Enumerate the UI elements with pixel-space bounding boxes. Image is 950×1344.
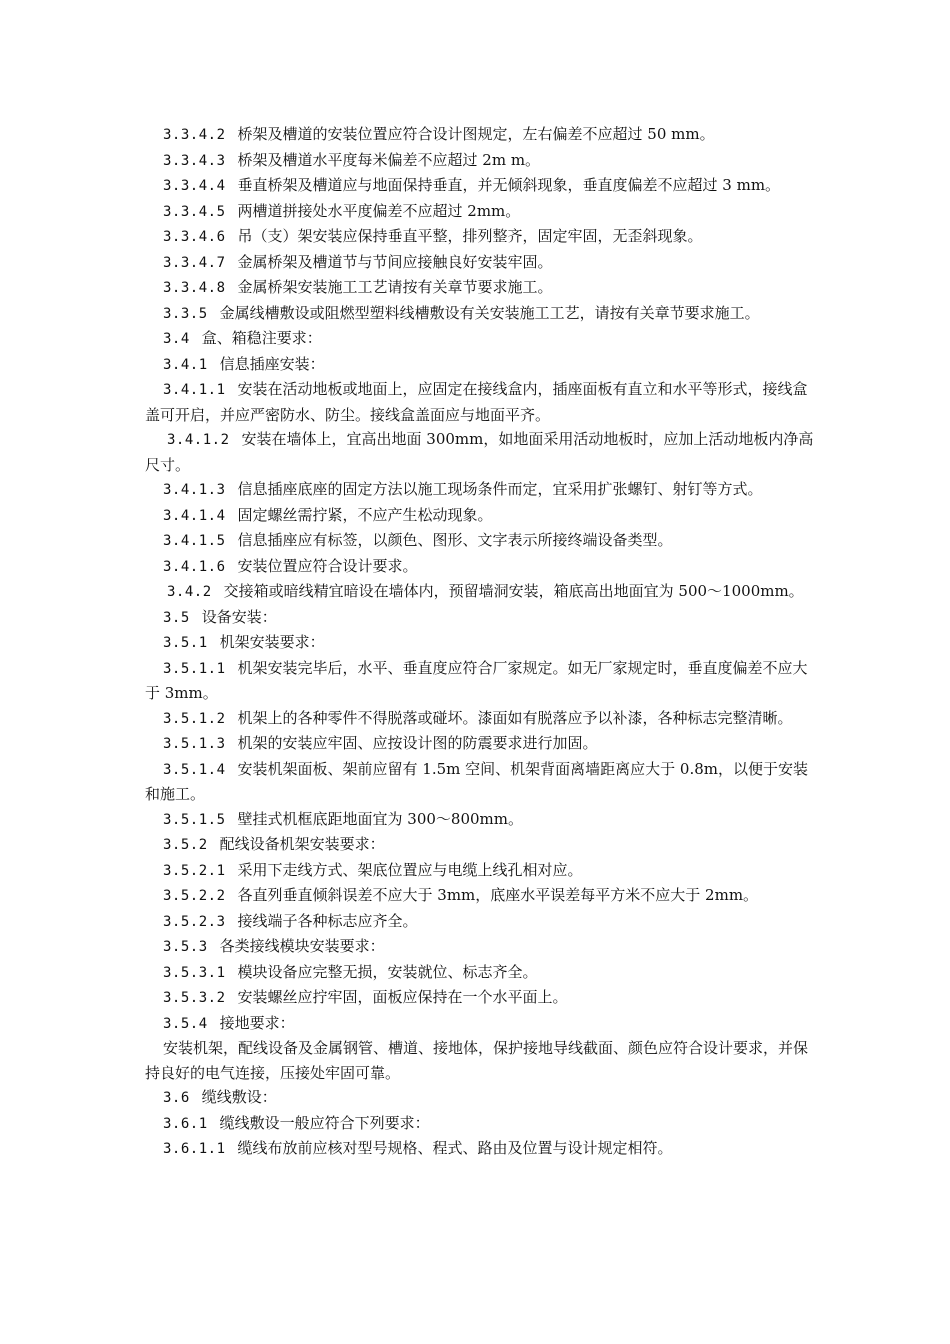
section-number: 3.3.5 xyxy=(163,305,208,322)
paragraph-text: 桥架及槽道水平度每米偏差不应超过 2m m。 xyxy=(237,150,541,169)
paragraph xyxy=(145,352,821,378)
paragraph-text: 模块设备应完整无损，安装就位、标志齐全。 xyxy=(237,962,538,981)
paragraph xyxy=(145,807,821,833)
paragraph xyxy=(145,503,821,529)
paragraph xyxy=(145,909,821,935)
section-number: 3.3.4.6 xyxy=(163,229,226,245)
paragraph-text: 交接箱或暗线精宜暗设在墙体内，预留墙洞安装，箱底高出地面宜为 500～1000mm。 xyxy=(223,582,804,600)
section-number: 3.6.1 xyxy=(163,1115,208,1132)
section-number: 3.4.2 xyxy=(167,584,212,600)
section-number: 3.4.1.3 xyxy=(163,482,226,498)
paragraph-text: 信息插座底座的固定方法以施工现场条件而定，宜采用扩张螺钉、射钉等方式。 xyxy=(237,480,763,498)
paragraph-text: 安装在活动地板或地面上，应固定在接线盒内，插座面板有直立和水平等形式，接线盒盖可开启，并应严密防水、防尘。接线盒盖面应与地面平齐。 xyxy=(145,380,808,424)
paragraph-text: 接地要求： xyxy=(219,1013,295,1032)
paragraph-text: 缆线敷设： xyxy=(201,1088,277,1106)
paragraph-text: 设备安装： xyxy=(201,607,277,626)
paragraph-text: 盒、箱稳注要求： xyxy=(201,329,322,347)
paragraph-text: 两槽道拼接处水平度偏差不应超过 2mm。 xyxy=(237,201,521,220)
section-number: 3.3.4.4 xyxy=(163,178,226,194)
section-number: 3.4.1.2 xyxy=(167,432,230,448)
paragraph xyxy=(145,605,821,631)
paragraph-text: 安装螺丝应拧牢固，面板应保持在一个水平面上。 xyxy=(237,988,568,1006)
section-number: 3.5 xyxy=(163,609,190,626)
paragraph-text: 安装在墙体上，宜高出地面 300mm，如地面采用活动地板时，应加上活动地板内净高尺寸。 xyxy=(145,430,814,474)
paragraph xyxy=(145,656,821,706)
paragraph xyxy=(145,706,821,732)
paragraph-text: 桥架及槽道的安装位置应符合设计图规定，左右偏差不应超过 50 mm。 xyxy=(237,125,715,143)
section-number: 3.4.1.4 xyxy=(163,507,226,524)
paragraph xyxy=(145,832,821,858)
section-number: 3.5.1.4 xyxy=(163,761,226,778)
document-page xyxy=(145,122,821,1162)
paragraph xyxy=(145,960,821,986)
paragraph-text: 机架上的各种零件不得脱落或碰坏。漆面如有脱落应予以补漆，各种标志完整清晰。 xyxy=(237,708,793,727)
paragraph-text: 固定螺丝需拧紧，不应产生松动现象。 xyxy=(237,505,493,524)
paragraph xyxy=(145,1085,821,1111)
paragraph xyxy=(145,757,821,807)
paragraph-text: 信息插座应有标签，以颜色、图形、文字表示所接终端设备类型。 xyxy=(237,531,673,549)
paragraph xyxy=(145,554,821,580)
section-number: 3.5.3.1 xyxy=(163,964,226,981)
paragraph xyxy=(145,1111,821,1137)
paragraph xyxy=(145,326,821,352)
paragraph-text: 安装机架面板、架前应留有 1.5m 空间、机架背面离墙距离应大于 0.8m，以便于安装和施工。 xyxy=(145,759,808,803)
paragraph xyxy=(145,173,821,199)
paragraph-text: 机架安装完毕后，水平、垂直度应符合厂家规定。如无厂家规定时，垂直度偏差不应大于 3mm。 xyxy=(145,658,808,702)
section-number: 3.5.1.5 xyxy=(163,811,226,828)
paragraph xyxy=(145,199,821,225)
paragraph xyxy=(145,250,821,276)
paragraph-text: 配线设备机架安装要求： xyxy=(219,835,385,853)
paragraph xyxy=(145,858,821,884)
section-number: 3.4 xyxy=(163,331,190,347)
paragraph xyxy=(145,224,821,250)
paragraph-text: 机架安装要求： xyxy=(219,633,325,651)
paragraph xyxy=(145,579,821,605)
section-number: 3.4.1.1 xyxy=(163,382,226,398)
paragraph-text: 各类接线模块安装要求： xyxy=(219,937,385,955)
section-number: 3.3.4.2 xyxy=(163,127,226,143)
paragraph xyxy=(145,1036,821,1085)
section-number: 3.5.4 xyxy=(163,1015,208,1032)
paragraph xyxy=(145,1136,821,1162)
paragraph xyxy=(145,477,821,503)
paragraph-text: 接线端子各种标志应齐全。 xyxy=(237,911,418,930)
section-number: 3.5.1.2 xyxy=(163,710,226,727)
section-number: 3.4.1.5 xyxy=(163,533,226,549)
section-number: 3.5.1.1 xyxy=(163,660,226,677)
section-number: 3.5.3.2 xyxy=(163,990,226,1006)
paragraph xyxy=(145,934,821,960)
section-number: 3.4.1 xyxy=(163,356,208,373)
section-number: 3.3.4.7 xyxy=(163,254,226,271)
paragraph-text: 安装机架，配线设备及金属钢管、槽道、接地体，保护接地导线截面、颜色应符合设计要求，并保持良好的电气连接，压接处牢固可靠。 xyxy=(145,1039,809,1082)
paragraph-text: 采用下走线方式、架底位置应与电缆上线孔相对应。 xyxy=(237,860,583,879)
paragraph-text: 缆线敷设一般应符合下列要求： xyxy=(219,1113,430,1132)
section-number: 3.5.3 xyxy=(163,939,208,955)
paragraph-text: 信息插座安装： xyxy=(219,354,325,373)
paragraph xyxy=(145,731,821,757)
paragraph-text: 金属桥架及槽道节与节间应接触良好安装牢固。 xyxy=(237,252,553,271)
section-number: 3.6.1.1 xyxy=(163,1141,226,1157)
section-number: 3.5.2.1 xyxy=(163,862,226,879)
paragraph-text: 机架的安装应牢固、应按设计图的防震要求进行加固。 xyxy=(237,734,598,752)
section-number: 3.3.4.8 xyxy=(163,280,226,296)
section-number: 3.5.2.2 xyxy=(163,888,226,904)
paragraph xyxy=(145,122,821,148)
section-number: 3.5.2 xyxy=(163,837,208,853)
section-number: 3.5.1 xyxy=(163,635,208,651)
section-number: 3.4.1.6 xyxy=(163,558,226,575)
section-number: 3.3.4.3 xyxy=(163,152,226,169)
paragraph xyxy=(145,1011,821,1037)
paragraph xyxy=(145,148,821,174)
paragraph xyxy=(145,630,821,656)
section-number: 3.6 xyxy=(163,1090,190,1106)
paragraph xyxy=(145,528,821,554)
section-number: 3.3.4.5 xyxy=(163,203,226,220)
paragraph xyxy=(145,985,821,1011)
section-number: 3.5.1.3 xyxy=(163,736,226,752)
paragraph xyxy=(145,377,821,427)
paragraph-text: 各直列垂直倾斜误差不应大于 3mm，底座水平误差每平方米不应大于 2mm。 xyxy=(237,886,759,904)
paragraph xyxy=(145,301,821,327)
paragraph xyxy=(145,427,821,477)
paragraph-text: 金属桥架安装施工工艺请按有关章节要求施工。 xyxy=(237,278,553,296)
section-number: 3.5.2.3 xyxy=(163,913,226,930)
paragraph-text: 吊（支）架安装应保持垂直平整，排列整齐，固定牢固，无歪斜现象。 xyxy=(237,227,703,245)
paragraph-text: 金属线槽敷设或阻燃型塑料线槽敷设有关安装施工工艺，请按有关章节要求施工。 xyxy=(219,303,760,322)
paragraph xyxy=(145,275,821,301)
paragraph-text: 安装位置应符合设计要求。 xyxy=(237,556,418,575)
paragraph-text: 缆线布放前应核对型号规格、程式、路由及位置与设计规定相符。 xyxy=(237,1139,673,1157)
paragraph-text: 垂直桥架及槽道应与地面保持垂直，并无倾斜现象，垂直度偏差不应超过 3 mm。 xyxy=(237,176,781,194)
paragraph xyxy=(145,883,821,909)
paragraph-text: 壁挂式机框底距地面宜为 300～800mm。 xyxy=(237,809,523,828)
